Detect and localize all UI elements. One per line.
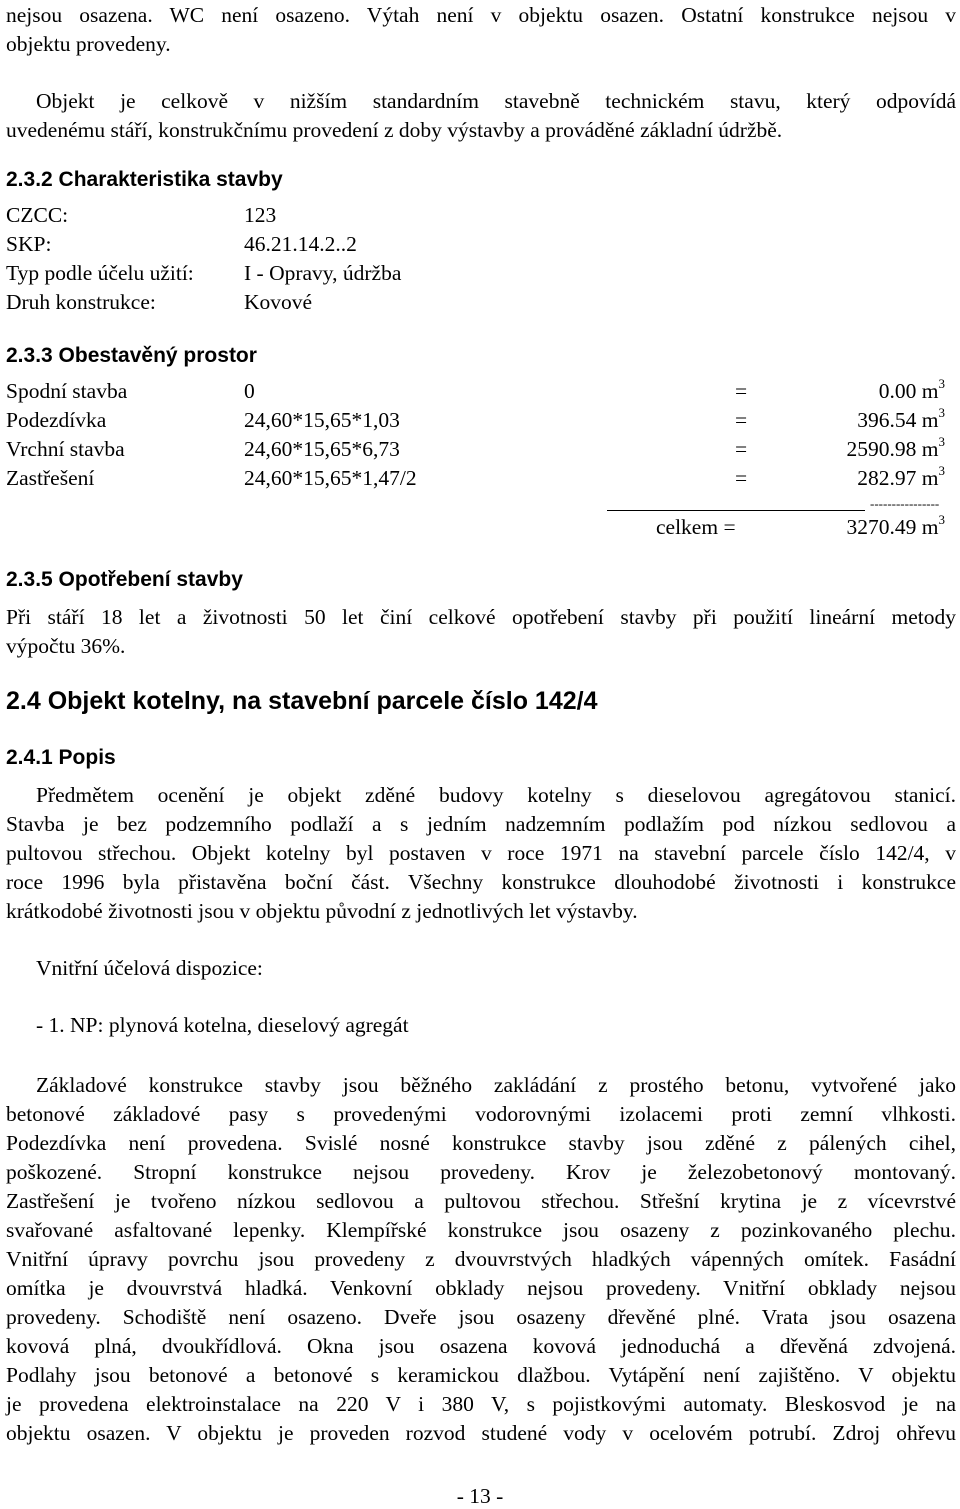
desc-line: je provedena elektroinstalace na 220 V i 380 V, s pojistkovými automaty. Bleskosvod je na xyxy=(6,1392,956,1416)
volume-value: 396.54 $m^3$ xyxy=(857,404,945,432)
dispo-item: - 1. NP: plynová kotelna, dieselový agregát xyxy=(36,1013,409,1037)
desc-line: Předmětem ocenění je objekt zděné budovy kotelny s dieselovou agregátovou stanicí. xyxy=(36,783,956,807)
desc-line: Stavba je bez podzemního podlaží a s jedním nadzemním podlažím pod nízkou sedlovou a xyxy=(6,812,956,836)
desc-line: Vnitřní úpravy povrchu jsou provedeny z dvouvrstvých hladkých vápenných omítek. Fasádní xyxy=(6,1247,956,1271)
desc-line: provedeny. Schodiště není osazeno. Dveře jsou osazeny dřevěné plné. Vrata jsou osazena xyxy=(6,1305,956,1329)
heading-2-3-5: 2.3.5 Opotřebení stavby xyxy=(6,568,243,591)
total-label: celkem = xyxy=(656,515,736,539)
volume-equals: = xyxy=(735,408,748,432)
desc-line: betonové základové pasy s provedenými vodorovnými izolacemi proti zemní vlhkosti. xyxy=(6,1102,956,1126)
total-underline xyxy=(607,510,865,511)
intro-p2-line-2: uvedenému stáří, konstrukčnímu provedení z doby výstavby a prováděné základní údržbě. xyxy=(6,118,783,142)
volume-label: Spodní stavba xyxy=(6,379,128,403)
heading-2-4: 2.4 Objekt kotelny, na stavební parcele číslo 142/4 xyxy=(6,687,598,715)
volume-equals: = xyxy=(735,379,748,403)
desc-line: krátkodobé životnosti jsou v objektu původní z jednotlivých let výstavby. xyxy=(6,899,638,923)
volume-formula: 24,60*15,65*1,47/2 xyxy=(244,466,417,490)
char-value: 123 xyxy=(244,203,277,227)
heading-2-3-3: 2.3.3 Obestavěný prostor xyxy=(6,344,257,367)
desc-line: svařované asfaltované lepenky. Klempířské konstrukce jsou osazeny z pozinkovaného plechu. xyxy=(6,1218,956,1242)
char-label: CZCC: xyxy=(6,203,69,227)
char-label: Druh konstrukce: xyxy=(6,290,156,314)
heading-2-3-2: 2.3.2 Charakteristika stavby xyxy=(6,168,283,191)
desc-line: pultovou střechou. Objekt kotelny byl postaven v roce 1971 na stavební parcele číslo 142/4, v xyxy=(6,841,956,865)
char-value: 46.21.14.2..2 xyxy=(244,232,357,256)
volume-formula: 24,60*15,65*6,73 xyxy=(244,437,400,461)
volume-value: 282.97 $m^3$ xyxy=(857,462,945,490)
volume-value: 2590.98 $m^3$ xyxy=(846,433,945,461)
intro-paragraph xyxy=(6,1,956,59)
volume-label: Zastřešení xyxy=(6,466,95,490)
volume-label: Vrchní stavba xyxy=(6,437,125,461)
wear-line-2: výpočtu 36%. xyxy=(6,634,126,658)
dispo-label: Vnitřní účelová dispozice: xyxy=(36,956,263,980)
volume-equals: = xyxy=(735,466,748,490)
intro-line-2: objektu provedeny. xyxy=(6,32,171,56)
intro-paragraph-2 xyxy=(6,87,956,145)
desc-line: omítka je dvouvrstvá hladká. Venkovní obklady nejsou provedeny. Vnitřní obklady nejsou xyxy=(6,1276,956,1300)
char-label: SKP: xyxy=(6,232,52,256)
intro-line-1: nejsou osazena. WC není osazeno. Výtah není v objektu osazen. Ostatní konstrukce nejsou v xyxy=(6,3,956,27)
volume-formula: 0 xyxy=(244,379,255,403)
desc-line: Zastřešení je tvořeno nízkou sedlovou a pultovou střechou. Střešní krytina je z vícevrstvé xyxy=(6,1189,956,1213)
description-paragraph-1 xyxy=(6,781,956,926)
heading-2-4-1: 2.4.1 Popis xyxy=(6,746,116,769)
char-value: Kovové xyxy=(244,290,313,314)
desc-line: poškozené. Stropní konstrukce nejsou provedeny. Krov je železobetonový montovaný. xyxy=(6,1160,956,1184)
desc-line: Podlahy jsou betonové a betonové s keramickou dlažbou. Vytápění není zajištěno. V objektu xyxy=(6,1363,956,1387)
total-value: 3270.49 $m^3$ xyxy=(846,511,945,539)
volume-label: Podezdívka xyxy=(6,408,107,432)
intro-p2-line-1: Objekt je celkově v nižším standardním stavebně technickém stavu, který odpovídá xyxy=(36,89,956,113)
wear-paragraph xyxy=(6,603,956,661)
desc-line: objektu osazen. V objektu je proveden rozvod studené vody v ocelovém potrubí. Zdroj ohřevu xyxy=(6,1421,956,1445)
total-dash-separator: ---------------- xyxy=(870,496,940,511)
volume-value: 0.00 $m^3$ xyxy=(878,375,945,403)
desc-line: roce 1996 byla přistavěna boční část. Všechny konstrukce dlouhodobé životnosti i konstrukce xyxy=(6,870,956,894)
page-number: - 13 - xyxy=(456,1484,504,1508)
desc-line: Základové konstrukce stavby jsou běžného zakládání z prostého betonu, vytvořené jako xyxy=(36,1073,956,1097)
desc-line: Podezdívka není provedena. Svislé nosné konstrukce stavby jsou zděné z pálených cihel, xyxy=(6,1131,956,1155)
volume-formula: 24,60*15,65*1,03 xyxy=(244,408,400,432)
char-label: Typ podle účelu užití: xyxy=(6,261,194,285)
wear-line-1: Při stáří 18 let a životnosti 50 let činí celkové opotřebení stavby při použití lineární metody xyxy=(6,605,956,629)
description-paragraph-2 xyxy=(6,1071,956,1448)
char-value: I - Opravy, údržba xyxy=(244,261,402,285)
desc-line: kovová plná, dvoukřídlová. Okna jsou osazena kovová jednoduchá a dřevěná zdvojená. xyxy=(6,1334,956,1358)
volume-equals: = xyxy=(735,437,748,461)
